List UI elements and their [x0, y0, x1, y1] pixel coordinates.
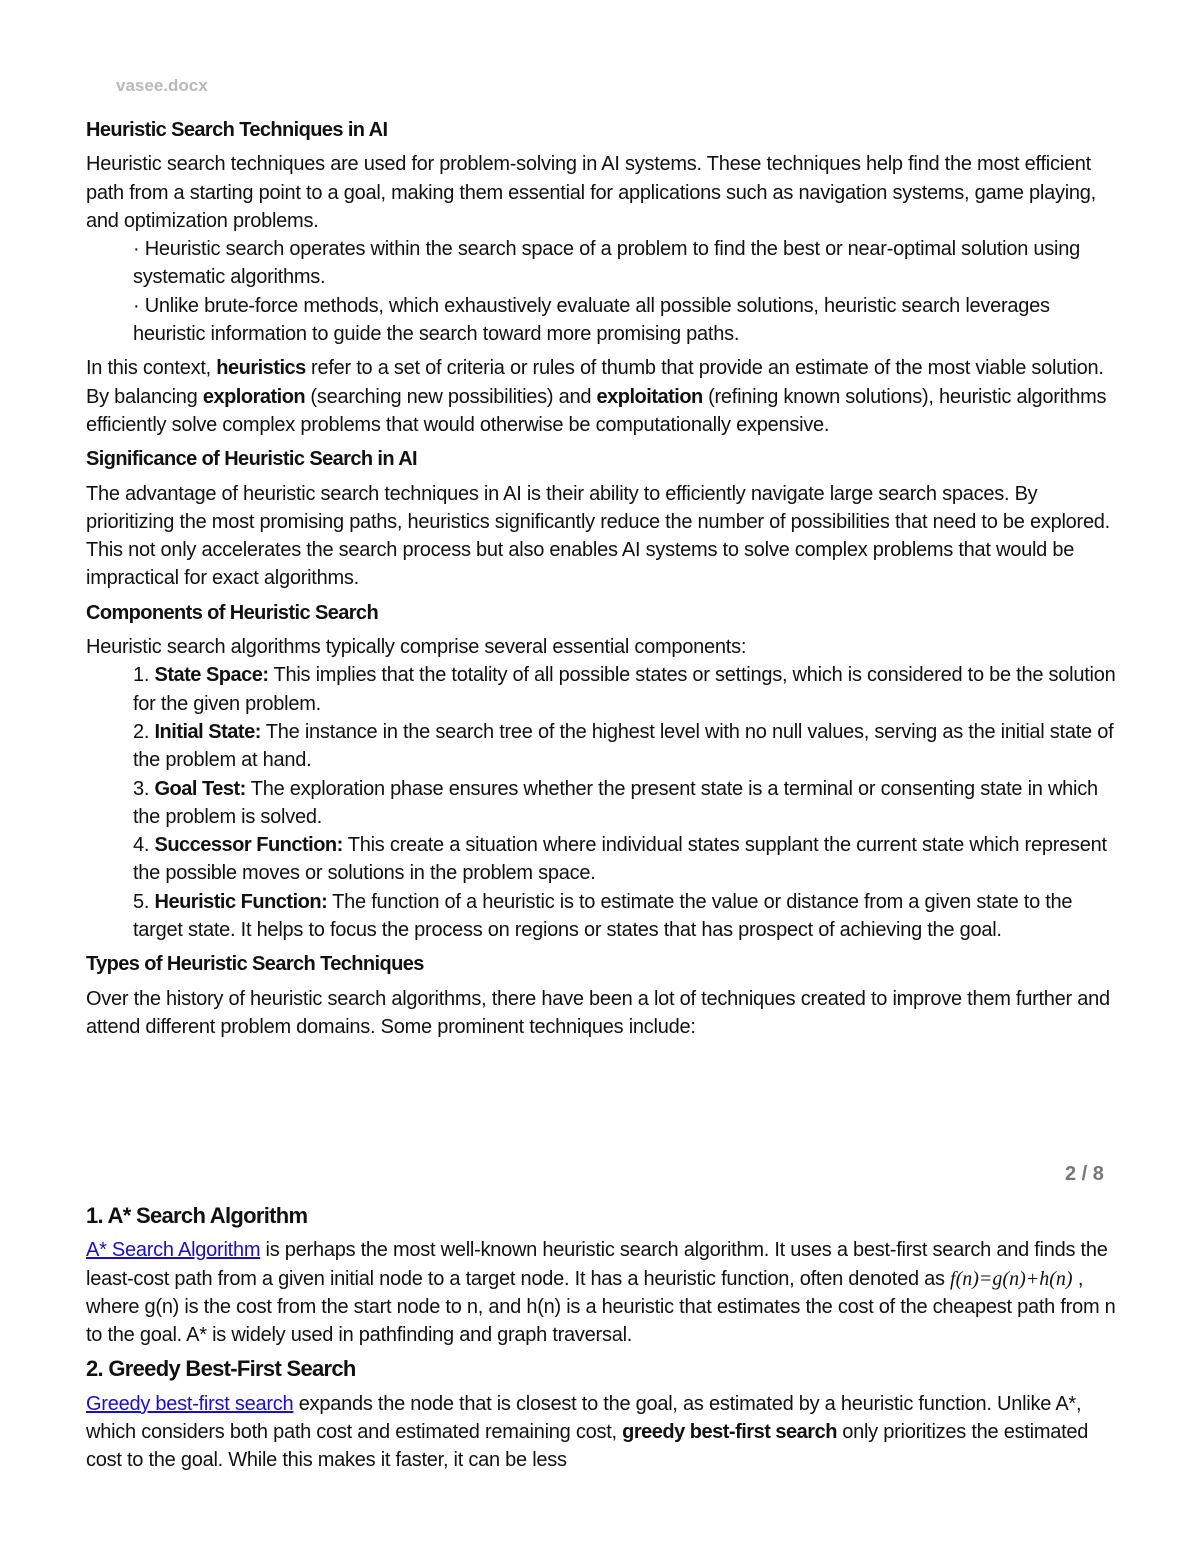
page-number: 2 / 8 — [1065, 1163, 1104, 1185]
paragraph-text: Heuristic search algorithms typically comprise several essential components: — [86, 636, 747, 659]
a-star-search-link[interactable]: A* Search Algorithm — [86, 1239, 261, 1262]
paragraph: Over the history of heuristic search algorithms, there have been a lot of techniques created to improve them further and attend different problem domains. Some prominent techniques include: — [86, 987, 1110, 1038]
section-heading: 1. A* Search Algorithm — [86, 1203, 308, 1228]
list-item — [133, 718, 1118, 775]
list-text: The exploration phase ensures whether the present state is a terminal or consenting state in which the problem is solved. — [133, 777, 1098, 828]
list-term: Initial State: — [154, 720, 261, 743]
page-content-top — [86, 116, 1118, 1047]
list-text: The function of a heuristic is to estimate the value or distance from a given state to the target state. It helps to focus the process on regions or states that has prospect of achieving the goal. — [133, 890, 1073, 942]
section-heading: Heuristic Search Techniques in AI — [86, 119, 388, 141]
paragraph-text: Heuristic search techniques are used for problem-solving in AI systems. These techniques help find the most efficient path from a starting point to a goal, making them essential for applications such as navigation systems, game playing, and optimization problems. — [86, 153, 1096, 232]
text: is perhaps the most well-known heuristic search algorithm. It uses a best-first search and finds the least-cost path from a given initial node to a target node. It has a heuristic function, often denoted as — [86, 1239, 1108, 1290]
bold-term: exploration — [202, 385, 306, 408]
list-number: 4. — [133, 834, 155, 857]
section-heading: 2. Greedy Best-First Search — [86, 1356, 356, 1382]
list-text: This create a situation where individual states supplant the current state which represent the possible moves or solutions in the problem space. — [133, 834, 1107, 885]
formula: f(n)=g(n)+h(n) — [950, 1267, 1073, 1290]
text: , where g(n) is the cost from the start node to n, and h(n) is a heuristic that estimates the cost of the cheapest path from n to the goal. A* is widely used in pathfinding and graph traversal. — [86, 1267, 1116, 1347]
list-term: State Space: — [154, 664, 269, 687]
paragraph — [86, 150, 1118, 348]
text: refer to a set of criteria or rules of thumb that provide an estimate of the most viable solution. By balancing — [86, 357, 1104, 408]
text: (refining known solutions), heuristic algorithms efficiently solve complex problems that would otherwise be computationally expensive. — [86, 385, 1107, 436]
list-text: The instance in the search tree of the highest level with no null values, serving as the initial state of the problem at hand. — [133, 720, 1114, 772]
list-number: 1. — [133, 664, 155, 687]
section-heading: Significance of Heuristic Search in AI — [86, 448, 417, 471]
list-number: 2. — [133, 720, 155, 743]
page-content-bottom — [86, 1202, 1118, 1481]
list-number: 5. — [133, 890, 155, 913]
list-term: Heuristic Function: — [154, 890, 328, 913]
section-heading: Components of Heuristic Search — [86, 601, 379, 624]
paragraph — [86, 1390, 1118, 1475]
text: expands the node that is closest to the goal, as estimated by a heuristic function. Unlike A*, which considers both path cost and estimated remaining cost, — [86, 1392, 1082, 1444]
list-term: Successor Function: — [154, 834, 343, 857]
list-item — [133, 831, 1118, 888]
list-text: This implies that the totality of all possible states or settings, which is considered to be the solution for the given problem. — [133, 664, 1116, 715]
list-item — [133, 775, 1118, 832]
bold-term: exploitation — [596, 385, 703, 408]
paragraph — [86, 1236, 1118, 1349]
list-item — [133, 661, 1118, 718]
list-number: 3. — [133, 777, 155, 800]
list-item — [133, 888, 1118, 945]
bullet-item: · Unlike brute-force methods, which exhaustively evaluate all possible solutions, heuristic search leverages heuristic information to guide the search toward more promising paths. — [133, 294, 1050, 346]
bullet-item: · Heuristic search operates within the search space of a problem to find the best or near-optimal solution using systematic algorithms. — [133, 238, 1080, 289]
bold-term: greedy best-first search — [622, 1421, 837, 1444]
text: (searching new possibilities) and — [305, 385, 597, 408]
paragraph — [86, 354, 1118, 439]
list-term: Goal Test: — [154, 777, 246, 800]
text: In this context, — [86, 357, 217, 380]
text: only prioritizes the estimated cost to the goal. While this makes it faster, it can be less — [86, 1421, 1089, 1472]
bold-term: heuristics — [216, 357, 306, 380]
section-heading: Types of Heuristic Search Techniques — [86, 953, 424, 976]
greedy-best-first-search-link[interactable]: Greedy best-first search — [86, 1392, 294, 1415]
document-file-name: vasee.docx — [116, 76, 208, 95]
paragraph — [86, 633, 1118, 944]
numbered-list — [86, 661, 1118, 944]
paragraph: The advantage of heuristic search techniques in AI is their ability to efficiently navigate large search spaces. By prioritizing the most promising paths, heuristics significantly reduce the number of possibilities that need to be explored. This not only accelerates the search process but also enables AI systems to solve complex problems that would be impractical for exact algorithms. — [86, 482, 1110, 590]
bullet-list — [86, 235, 1118, 348]
